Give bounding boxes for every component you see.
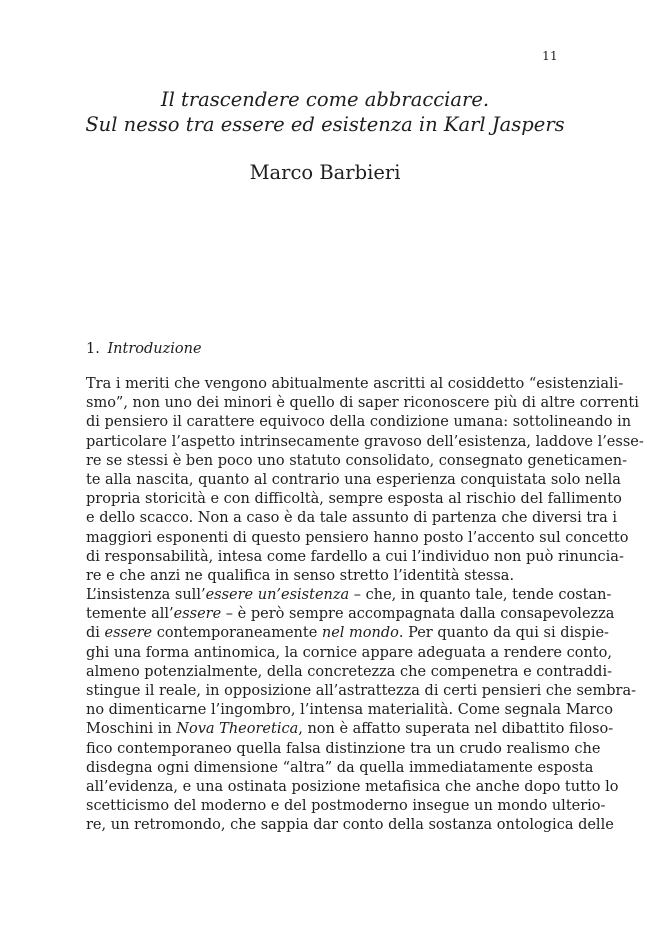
- italic-text: nel mondo: [321, 625, 399, 642]
- text-run: di pensiero il carattere equivoco della condizione umana: sottolineando in: [86, 414, 632, 431]
- text-line: [86, 452, 628, 471]
- italic-text: essere: [173, 606, 222, 623]
- section-number: 1.: [86, 341, 100, 357]
- text-line: [86, 490, 622, 509]
- text-line: [86, 567, 564, 586]
- text-run: – è però sempre accompagnata dalla consapevolezza: [221, 606, 615, 623]
- text-run: disdegna ogni dimensione “altra” da quella immediatamente esposta: [86, 759, 594, 776]
- text-run: Moschini in: [86, 721, 177, 738]
- chapter-title-line-2: Sul nesso tra essere ed esistenza in Karl Jaspers: [85, 113, 565, 136]
- text-run: , non è affatto superata nel dibattito filoso-: [298, 721, 614, 738]
- text-run: no dimenticarne l’ingombro, l’intensa materialità. Come segnala Marco: [86, 702, 613, 719]
- italic-text: essere un’esistenza: [205, 587, 350, 604]
- section-title: Introduzione: [107, 341, 202, 357]
- text-line: [86, 759, 594, 778]
- text-run: temente all’: [86, 606, 174, 623]
- text-run: fico contemporaneo quella falsa distinzione tra un crudo realismo che: [86, 740, 601, 757]
- section-heading: [86, 339, 202, 359]
- text-line: [86, 433, 644, 452]
- text-run: L’insistenza sull’: [86, 587, 206, 604]
- text-line: [86, 413, 632, 432]
- text-line: [86, 778, 619, 797]
- text-run: di responsabilità, intesa come fardello a cui l’individuo non può rinuncia-: [86, 548, 624, 565]
- text-line: [86, 509, 618, 528]
- text-run: di: [86, 625, 105, 642]
- text-line: [86, 816, 614, 835]
- text-line: [86, 586, 612, 605]
- chapter-title-line-1: Il trascendere come abbracciare.: [160, 88, 490, 111]
- body-text: [86, 375, 644, 836]
- text-run: Tra i meriti che vengono abitualmente ascritti al cosiddetto “esistenziali-: [86, 376, 624, 392]
- text-line: [86, 548, 624, 567]
- italic-text: Nova Theoretica: [176, 721, 299, 738]
- text-run: e dello scacco. Non a caso è da tale assunto di partenza che diversi tra i: [86, 510, 618, 527]
- text-run: – che, in quanto tale, tende costan-: [349, 587, 612, 604]
- text-line: [86, 375, 624, 394]
- text-run: ghi una forma antinomica, la cornice appare adeguata a rendere conto,: [86, 644, 612, 661]
- text-run: smo”, non uno dei minori è quello di saper riconoscere più di altre correnti: [86, 395, 639, 412]
- text-run: stingue il reale, in opposizione all’astrattezza di certi pensieri che sembra-: [86, 683, 636, 699]
- text-line: [86, 720, 614, 739]
- text-run: . Per quanto da qui si dispie-: [398, 625, 609, 642]
- text-run: propria storicità e con difficoltà, sempre esposta al rischio del fallimento: [86, 491, 622, 508]
- author-name: Marco Barbieri: [249, 161, 401, 184]
- text-line: [86, 394, 639, 413]
- text-run: all’evidenza, e una ostinata posizione metafisica che anche dopo tutto lo: [86, 778, 619, 795]
- text-run: contemporaneamente: [152, 625, 322, 642]
- text-line: [86, 740, 601, 759]
- text-run: almeno potenzialmente, della concretezza che compenetra e contraddi-: [86, 663, 612, 680]
- text-line: [86, 471, 621, 490]
- text-run: re e che anzi ne qualifica in senso stretto l’identità stessa.: [86, 567, 515, 584]
- chapter-title: [0, 87, 650, 137]
- text-line: [86, 624, 609, 643]
- text-run: particolare l’aspetto intrinsecamente gravoso dell’esistenza, laddove l’esse-: [86, 433, 644, 450]
- text-line: [86, 529, 629, 548]
- text-line: [86, 682, 636, 701]
- text-run: maggiori esponenti di questo pensiero hanno posto l’accento sul concetto: [86, 529, 629, 546]
- text-line: [86, 605, 615, 624]
- page-number: 11: [542, 49, 558, 63]
- text-line: [86, 701, 613, 720]
- text-run: scetticismo del moderno e del postmoderno insegue un mondo ulterio-: [86, 798, 606, 815]
- text-line: [86, 797, 606, 816]
- text-run: re, un retromondo, che sappia dar conto della sostanza ontologica delle: [86, 817, 614, 834]
- italic-text: essere: [104, 625, 153, 642]
- text-run: te alla nascita, quanto al contrario una esperienza conquistata solo nella: [86, 471, 621, 488]
- text-line: [86, 663, 612, 682]
- text-run: re se stessi è ben poco uno statuto consolidato, consegnato geneticamen-: [86, 452, 628, 469]
- text-line: [86, 644, 612, 663]
